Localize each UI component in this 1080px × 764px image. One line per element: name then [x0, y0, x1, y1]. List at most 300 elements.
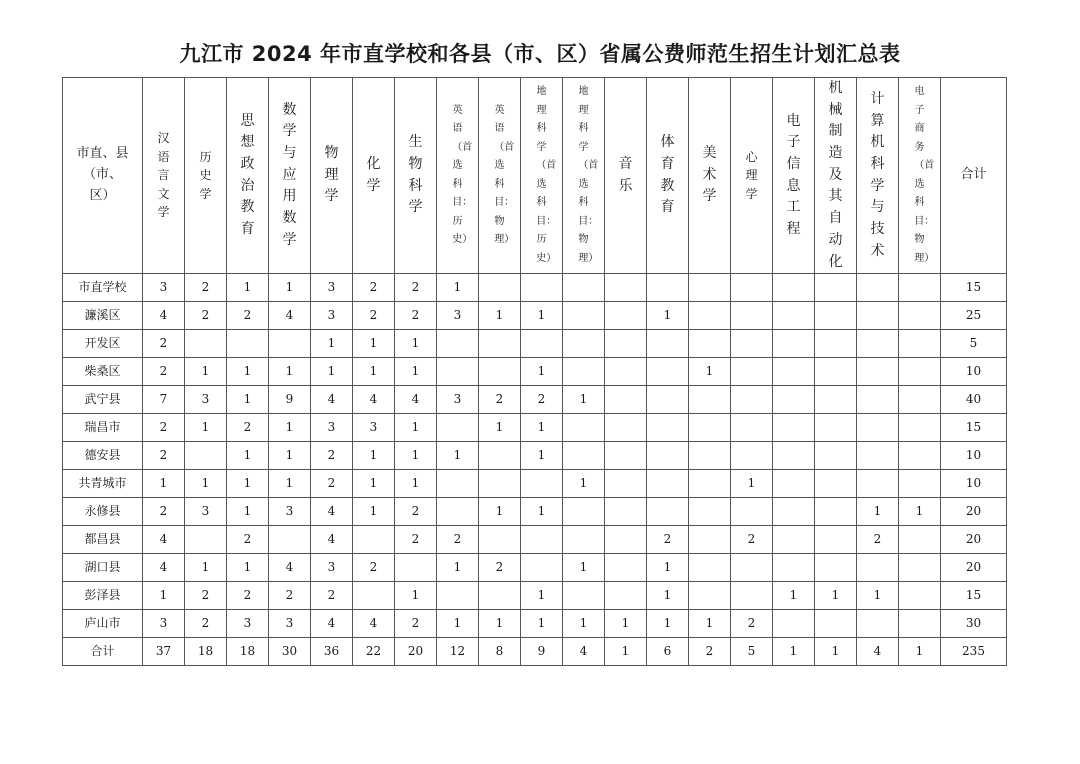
count-cell: 1 — [521, 442, 563, 470]
count-cell: 9 — [269, 386, 311, 414]
count-cell: 4 — [353, 386, 395, 414]
region-name: 彭泽县 — [63, 582, 143, 610]
count-cell — [857, 610, 899, 638]
count-cell — [815, 414, 857, 442]
count-cell — [731, 414, 773, 442]
region-name: 市直学校 — [63, 274, 143, 302]
count-cell — [563, 302, 605, 330]
count-cell — [479, 330, 521, 358]
header-subject: 电子商务（首选科目：物理） — [899, 78, 941, 274]
count-cell: 3 — [269, 498, 311, 526]
count-cell: 1 — [353, 442, 395, 470]
count-cell — [605, 330, 647, 358]
count-cell: 4 — [395, 386, 437, 414]
count-cell — [899, 442, 941, 470]
count-cell: 4 — [143, 554, 185, 582]
count-cell: 7 — [143, 386, 185, 414]
count-cell: 2 — [521, 386, 563, 414]
count-cell — [605, 554, 647, 582]
count-cell: 18 — [185, 638, 227, 666]
count-cell — [647, 414, 689, 442]
count-cell: 4 — [311, 526, 353, 554]
count-cell: 3 — [437, 302, 479, 330]
count-cell: 1 — [227, 386, 269, 414]
count-cell — [773, 526, 815, 554]
count-cell — [857, 358, 899, 386]
count-cell — [815, 498, 857, 526]
count-cell: 2 — [731, 610, 773, 638]
count-cell — [773, 610, 815, 638]
count-cell — [353, 526, 395, 554]
table-row — [63, 610, 1007, 638]
count-cell: 1 — [395, 582, 437, 610]
count-cell: 2 — [185, 302, 227, 330]
row-total-cell: 25 — [941, 302, 1007, 330]
count-cell — [605, 358, 647, 386]
count-cell: 6 — [647, 638, 689, 666]
count-cell: 1 — [269, 358, 311, 386]
table-row — [63, 442, 1007, 470]
count-cell: 2 — [437, 526, 479, 554]
count-cell — [857, 330, 899, 358]
count-cell: 2 — [395, 526, 437, 554]
count-cell: 1 — [647, 302, 689, 330]
count-cell: 1 — [185, 554, 227, 582]
header-subject: 物理学 — [311, 78, 353, 274]
count-cell — [899, 358, 941, 386]
count-cell — [563, 414, 605, 442]
count-cell: 1 — [857, 498, 899, 526]
count-cell — [815, 470, 857, 498]
region-name: 庐山市 — [63, 610, 143, 638]
region-name: 都昌县 — [63, 526, 143, 554]
count-cell: 3 — [227, 610, 269, 638]
count-cell — [899, 330, 941, 358]
row-total-cell: 30 — [941, 610, 1007, 638]
count-cell: 1 — [395, 358, 437, 386]
count-cell: 20 — [395, 638, 437, 666]
count-cell: 2 — [395, 498, 437, 526]
count-cell: 1 — [815, 638, 857, 666]
count-cell — [689, 302, 731, 330]
count-cell: 1 — [479, 498, 521, 526]
count-cell — [899, 386, 941, 414]
count-cell: 1 — [353, 358, 395, 386]
count-cell: 3 — [311, 554, 353, 582]
count-cell — [437, 330, 479, 358]
count-cell: 2 — [269, 582, 311, 610]
count-cell: 1 — [689, 358, 731, 386]
header-subject: 生物科学 — [395, 78, 437, 274]
count-cell — [815, 302, 857, 330]
region-name: 永修县 — [63, 498, 143, 526]
header-region: 市直、县（市、区） — [63, 78, 143, 274]
count-cell: 1 — [395, 414, 437, 442]
count-cell — [899, 470, 941, 498]
count-cell: 1 — [857, 582, 899, 610]
count-cell — [815, 526, 857, 554]
count-cell: 2 — [479, 554, 521, 582]
count-cell — [773, 358, 815, 386]
count-cell — [773, 386, 815, 414]
count-cell — [773, 414, 815, 442]
count-cell — [773, 274, 815, 302]
count-cell — [521, 330, 563, 358]
header-subject: 汉语言文学 — [143, 78, 185, 274]
count-cell — [185, 442, 227, 470]
count-cell — [815, 330, 857, 358]
count-cell — [773, 554, 815, 582]
count-cell: 1 — [269, 274, 311, 302]
count-cell — [521, 554, 563, 582]
count-cell — [227, 330, 269, 358]
count-cell — [269, 330, 311, 358]
count-cell — [437, 414, 479, 442]
count-cell — [689, 442, 731, 470]
count-cell — [185, 330, 227, 358]
count-cell: 1 — [647, 582, 689, 610]
count-cell: 2 — [647, 526, 689, 554]
header-row — [63, 78, 1007, 274]
count-cell — [731, 498, 773, 526]
count-cell — [731, 582, 773, 610]
count-cell: 1 — [647, 554, 689, 582]
count-cell — [773, 330, 815, 358]
count-cell: 4 — [311, 386, 353, 414]
count-cell: 1 — [605, 610, 647, 638]
count-cell — [731, 386, 773, 414]
count-cell — [479, 582, 521, 610]
region-name: 德安县 — [63, 442, 143, 470]
count-cell — [605, 498, 647, 526]
header-subject: 美术学 — [689, 78, 731, 274]
count-cell: 1 — [353, 470, 395, 498]
count-cell — [605, 470, 647, 498]
count-cell: 2 — [185, 582, 227, 610]
totals-row — [63, 638, 1007, 666]
header-subject: 心理学 — [731, 78, 773, 274]
table-row — [63, 414, 1007, 442]
count-cell: 2 — [227, 302, 269, 330]
table-row — [63, 274, 1007, 302]
count-cell: 1 — [437, 554, 479, 582]
count-cell: 1 — [143, 582, 185, 610]
row-total-cell: 20 — [941, 554, 1007, 582]
count-cell: 1 — [521, 582, 563, 610]
row-total-cell: 10 — [941, 442, 1007, 470]
count-cell: 2 — [353, 302, 395, 330]
region-name: 共青城市 — [63, 470, 143, 498]
count-cell — [899, 610, 941, 638]
count-cell — [647, 386, 689, 414]
count-cell: 2 — [185, 610, 227, 638]
region-name: 柴桑区 — [63, 358, 143, 386]
count-cell: 2 — [143, 330, 185, 358]
count-cell: 4 — [269, 302, 311, 330]
count-cell: 2 — [395, 274, 437, 302]
count-cell — [815, 442, 857, 470]
count-cell — [563, 582, 605, 610]
count-cell: 2 — [311, 470, 353, 498]
count-cell: 2 — [857, 526, 899, 554]
row-total-cell: 5 — [941, 330, 1007, 358]
count-cell: 30 — [269, 638, 311, 666]
count-cell — [815, 386, 857, 414]
header-subject: 电子信息工程 — [773, 78, 815, 274]
count-cell — [857, 414, 899, 442]
row-total-cell: 15 — [941, 582, 1007, 610]
count-cell — [605, 526, 647, 554]
count-cell — [689, 526, 731, 554]
count-cell — [437, 498, 479, 526]
count-cell — [647, 330, 689, 358]
header-subject: 英语（首选科目：物理） — [479, 78, 521, 274]
count-cell — [563, 330, 605, 358]
header-subject: 体育教育 — [647, 78, 689, 274]
count-cell — [479, 274, 521, 302]
count-cell: 1 — [563, 470, 605, 498]
count-cell — [689, 330, 731, 358]
count-cell — [899, 302, 941, 330]
region-name: 濂溪区 — [63, 302, 143, 330]
count-cell: 4 — [269, 554, 311, 582]
count-cell — [815, 358, 857, 386]
count-cell — [605, 442, 647, 470]
count-cell: 1 — [311, 330, 353, 358]
count-cell: 1 — [143, 470, 185, 498]
count-cell: 3 — [185, 386, 227, 414]
count-cell: 3 — [311, 302, 353, 330]
count-cell — [773, 302, 815, 330]
count-cell — [857, 470, 899, 498]
count-cell — [899, 526, 941, 554]
count-cell: 1 — [185, 414, 227, 442]
table-row — [63, 358, 1007, 386]
count-cell: 22 — [353, 638, 395, 666]
header-subject: 机械制造及其自动化 — [815, 78, 857, 274]
count-cell: 1 — [605, 638, 647, 666]
count-cell: 2 — [689, 638, 731, 666]
header-subject: 思想政治教育 — [227, 78, 269, 274]
row-total-cell: 15 — [941, 274, 1007, 302]
count-cell: 12 — [437, 638, 479, 666]
row-total-cell: 20 — [941, 498, 1007, 526]
count-cell — [563, 442, 605, 470]
count-cell — [857, 302, 899, 330]
count-cell — [647, 442, 689, 470]
count-cell: 1 — [311, 358, 353, 386]
count-cell: 3 — [311, 274, 353, 302]
count-cell — [605, 274, 647, 302]
count-cell — [563, 358, 605, 386]
count-cell: 1 — [563, 554, 605, 582]
count-cell — [521, 526, 563, 554]
count-cell: 1 — [647, 610, 689, 638]
count-cell: 1 — [185, 470, 227, 498]
count-cell: 37 — [143, 638, 185, 666]
header-subject: 音乐 — [605, 78, 647, 274]
header-subject: 化学 — [353, 78, 395, 274]
count-cell: 2 — [395, 302, 437, 330]
count-cell: 1 — [731, 470, 773, 498]
count-cell: 4 — [563, 638, 605, 666]
count-cell — [857, 274, 899, 302]
table-row — [63, 582, 1007, 610]
count-cell: 1 — [521, 302, 563, 330]
count-cell: 3 — [353, 414, 395, 442]
count-cell: 2 — [143, 414, 185, 442]
count-cell — [269, 526, 311, 554]
count-cell: 1 — [521, 498, 563, 526]
count-cell — [899, 414, 941, 442]
count-cell: 2 — [395, 610, 437, 638]
count-cell — [815, 610, 857, 638]
count-cell: 1 — [479, 302, 521, 330]
count-cell: 1 — [395, 330, 437, 358]
count-cell: 1 — [227, 358, 269, 386]
count-cell — [563, 526, 605, 554]
region-name: 合计 — [63, 638, 143, 666]
count-cell: 1 — [815, 582, 857, 610]
table-row — [63, 498, 1007, 526]
count-cell — [605, 302, 647, 330]
count-cell: 1 — [563, 386, 605, 414]
enrollment-plan-table — [62, 77, 1007, 666]
count-cell — [479, 470, 521, 498]
count-cell — [731, 330, 773, 358]
count-cell: 1 — [227, 470, 269, 498]
count-cell: 1 — [479, 610, 521, 638]
count-cell — [521, 470, 563, 498]
count-cell: 1 — [227, 554, 269, 582]
count-cell: 4 — [143, 526, 185, 554]
row-total-cell: 40 — [941, 386, 1007, 414]
count-cell: 1 — [563, 610, 605, 638]
count-cell — [437, 582, 479, 610]
count-cell: 9 — [521, 638, 563, 666]
table-row — [63, 526, 1007, 554]
count-cell — [605, 386, 647, 414]
count-cell — [185, 526, 227, 554]
count-cell: 1 — [353, 498, 395, 526]
count-cell: 3 — [311, 414, 353, 442]
count-cell — [857, 442, 899, 470]
count-cell: 1 — [395, 442, 437, 470]
count-cell: 36 — [311, 638, 353, 666]
header-subject: 地理科学（首选科目：物理） — [563, 78, 605, 274]
count-cell: 2 — [227, 582, 269, 610]
header-subject: 数学与应用数学 — [269, 78, 311, 274]
count-cell: 1 — [437, 610, 479, 638]
count-cell — [605, 414, 647, 442]
table-row — [63, 470, 1007, 498]
count-cell — [899, 582, 941, 610]
count-cell: 1 — [521, 414, 563, 442]
count-cell: 3 — [269, 610, 311, 638]
count-cell: 2 — [353, 554, 395, 582]
count-cell: 1 — [689, 610, 731, 638]
count-cell: 1 — [227, 498, 269, 526]
row-total-cell: 235 — [941, 638, 1007, 666]
count-cell: 1 — [269, 442, 311, 470]
count-cell — [689, 414, 731, 442]
count-cell — [689, 470, 731, 498]
count-cell: 4 — [311, 610, 353, 638]
count-cell: 2 — [311, 582, 353, 610]
count-cell: 2 — [227, 526, 269, 554]
count-cell — [773, 470, 815, 498]
header-subject: 地理科学（首选科目：历史） — [521, 78, 563, 274]
count-cell: 1 — [395, 470, 437, 498]
count-cell: 4 — [143, 302, 185, 330]
count-cell: 1 — [773, 582, 815, 610]
count-cell — [899, 554, 941, 582]
count-cell: 1 — [353, 330, 395, 358]
header-subject: 历史学 — [185, 78, 227, 274]
header-subject: 英语（首选科目：历史） — [437, 78, 479, 274]
table-row — [63, 554, 1007, 582]
count-cell: 1 — [269, 470, 311, 498]
document-title: 九江市 2024 年市直学校和各县（市、区）省属公费师范生招生计划汇总表 — [179, 42, 901, 66]
count-cell: 3 — [437, 386, 479, 414]
count-cell — [479, 526, 521, 554]
count-cell — [857, 554, 899, 582]
count-cell — [479, 442, 521, 470]
count-cell — [437, 358, 479, 386]
count-cell: 2 — [353, 274, 395, 302]
count-cell — [773, 442, 815, 470]
count-cell: 2 — [143, 442, 185, 470]
region-name: 瑞昌市 — [63, 414, 143, 442]
count-cell — [815, 554, 857, 582]
count-cell — [647, 498, 689, 526]
row-total-cell: 15 — [941, 414, 1007, 442]
row-total-cell: 10 — [941, 358, 1007, 386]
count-cell — [563, 274, 605, 302]
count-cell: 1 — [521, 610, 563, 638]
region-name: 开发区 — [63, 330, 143, 358]
count-cell — [647, 470, 689, 498]
count-cell: 1 — [899, 498, 941, 526]
count-cell — [521, 274, 563, 302]
count-cell: 1 — [437, 274, 479, 302]
count-cell — [689, 554, 731, 582]
count-cell: 1 — [227, 274, 269, 302]
table-row — [63, 330, 1007, 358]
count-cell: 1 — [269, 414, 311, 442]
region-name: 武宁县 — [63, 386, 143, 414]
count-cell: 1 — [521, 358, 563, 386]
count-cell: 2 — [143, 498, 185, 526]
count-cell: 2 — [479, 386, 521, 414]
row-total-cell: 10 — [941, 470, 1007, 498]
count-cell — [731, 442, 773, 470]
count-cell: 1 — [227, 442, 269, 470]
count-cell: 3 — [185, 498, 227, 526]
count-cell — [689, 582, 731, 610]
count-cell: 4 — [857, 638, 899, 666]
count-cell: 2 — [143, 358, 185, 386]
count-cell — [689, 274, 731, 302]
count-cell: 1 — [773, 638, 815, 666]
count-cell — [689, 386, 731, 414]
header-total: 合计 — [941, 78, 1007, 274]
count-cell: 2 — [185, 274, 227, 302]
count-cell — [563, 498, 605, 526]
count-cell: 3 — [143, 610, 185, 638]
count-cell: 1 — [437, 442, 479, 470]
count-cell: 4 — [311, 498, 353, 526]
